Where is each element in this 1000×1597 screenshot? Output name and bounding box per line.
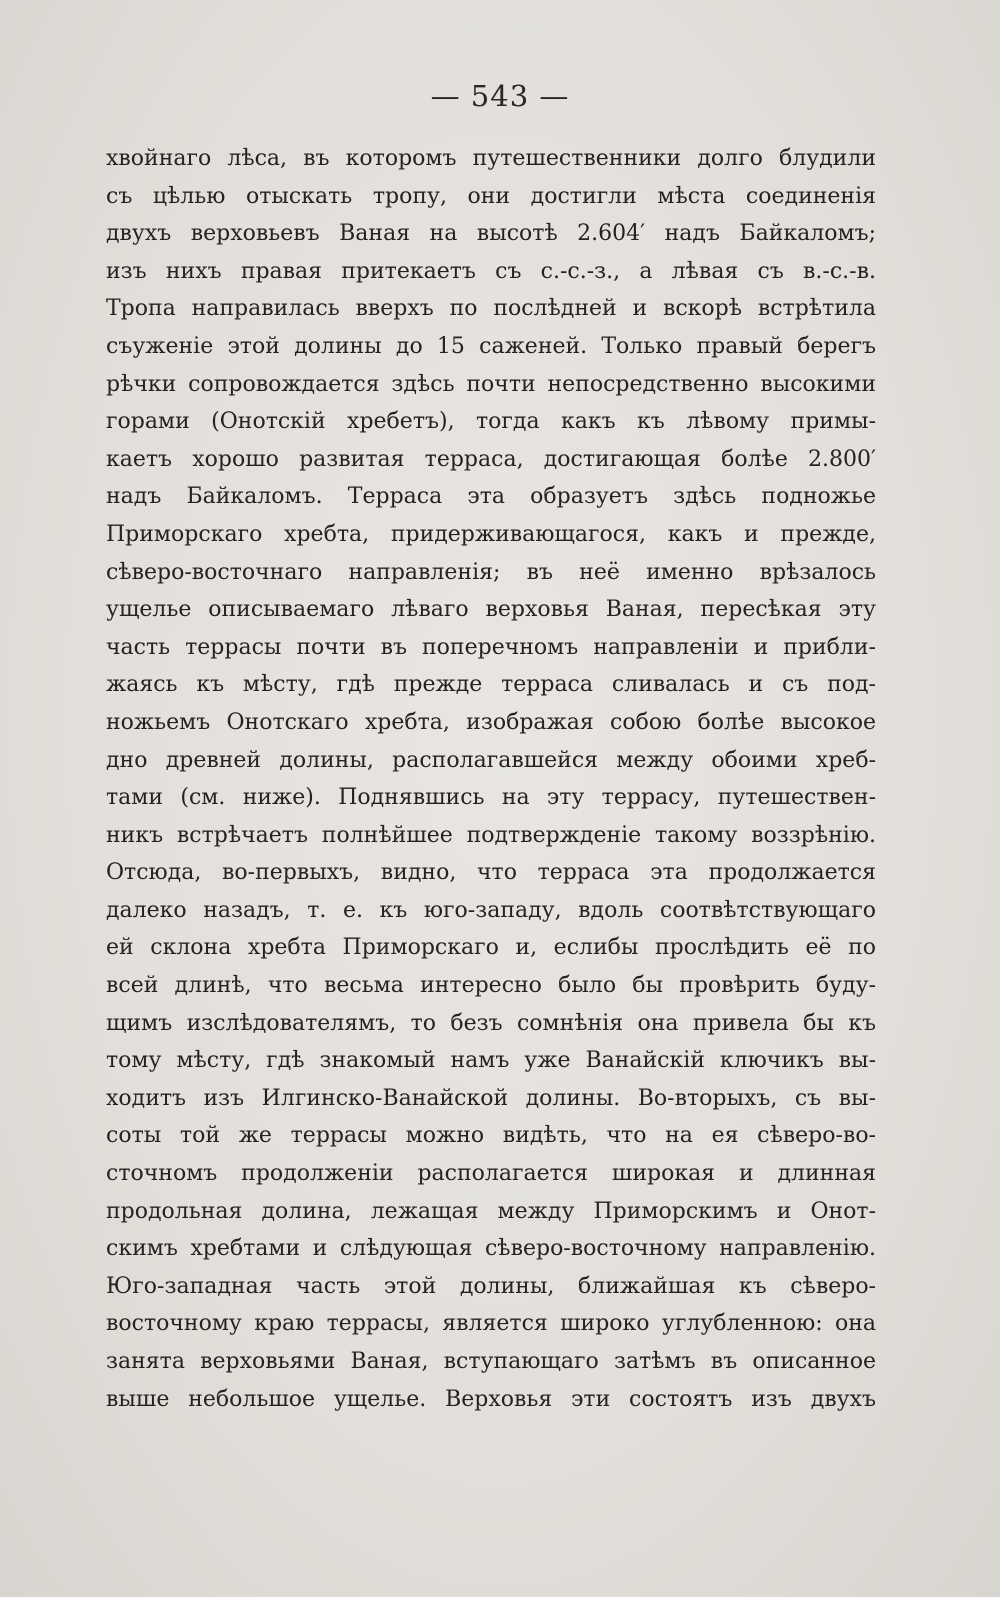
text-line: никъ встрѣчаетъ полнѣйшее подтвержденіе такому воззрѣнію. <box>106 822 876 848</box>
text-line: занята верховьями Ваная, вступающаго затѣмъ въ описанное <box>106 1349 876 1374</box>
text-line: всей длинѣ, что весьма интересно было бы провѣрить буду- <box>106 973 876 999</box>
text-line: ей склона хребта Приморскаго и, еслибы прослѣдить её по <box>106 935 876 961</box>
text-line: Юго-западная часть этой долины, ближайшая къ сѣверо- <box>106 1273 876 1299</box>
text-line: тому мѣсту, гдѣ знакомый намъ уже Ванайскій ключикъ вы- <box>106 1048 876 1074</box>
text-line: надъ Байкаломъ. Терраса эта образуетъ здѣсь подножье <box>106 484 876 510</box>
text-line: выше небольшое ущелье. Верховья эти состоятъ изъ двухъ <box>106 1386 876 1412</box>
text-line: Тропа направилась вверхъ по послѣдней и вскорѣ встрѣтила <box>106 296 876 322</box>
text-line: ущелье описываемаго лѣваго верховья Ваная, пересѣкая эту <box>106 597 876 623</box>
text-line: съуженіе этой долины до 15 саженей. Только правый берегъ <box>106 333 876 359</box>
text-line: восточному краю террасы, является широко углубленною: она <box>106 1311 876 1337</box>
text-line: соты той же террасы можно видѣть, что на ея сѣверо-во- <box>106 1123 876 1149</box>
text-line: сточномъ продолженіи располагается широкая и длинная <box>106 1161 876 1187</box>
text-line: продольная долина, лежащая между Приморскимъ и Онот- <box>106 1198 876 1224</box>
text-line: ножьемъ Онотскаго хребта, изображая собою болѣе высокое <box>106 709 876 735</box>
text-line: жаясь къ мѣсту, гдѣ прежде терраса сливалась и съ под- <box>106 672 876 698</box>
text-line: двухъ верховьевъ Ваная на высотѣ 2.604′ надъ Байкаломъ; <box>106 221 876 247</box>
text-line: щимъ изслѣдователямъ, то безъ сомнѣнія она привела бы къ <box>106 1010 876 1036</box>
text-line: далеко назадъ, т. е. къ юго-западу, вдоль соотвѣтствующаго <box>106 897 876 923</box>
body-text <box>106 140 876 1418</box>
text-line: изъ нихъ правая притекаетъ съ с.-с.-з., а лѣвая съ в.-с.-в. <box>106 258 876 284</box>
text-line: сѣверо-восточнаго направленія; въ неё именно врѣзалось <box>106 559 876 585</box>
text-line: горами (Онотскій хребетъ), тогда какъ къ лѣвому примы- <box>106 409 876 435</box>
text-line: скимъ хребтами и слѣдующая сѣверо-восточному направленію. <box>106 1236 876 1262</box>
text-line: тами (см. ниже). Поднявшись на эту террасу, путешествен- <box>106 785 876 811</box>
text-line: съ цѣлью отыскать тропу, они достигли мѣста соединенія <box>106 183 876 209</box>
text-line: Приморскаго хребта, придерживающагося, какъ и прежде, <box>106 521 876 547</box>
text-line: хвойнаго лѣса, въ которомъ путешественники долго блудили <box>106 146 876 171</box>
text-line: Отсюда, во-первыхъ, видно, что терраса эта продолжается <box>106 860 876 886</box>
text-line: каетъ хорошо развитая терраса, достигающая болѣе 2.800′ <box>106 446 876 472</box>
text-line: часть террасы почти въ поперечномъ направленіи и прибли- <box>106 634 876 660</box>
text-line: ходитъ изъ Илгинско-Ванайской долины. Во-вторыхъ, съ вы- <box>106 1085 876 1111</box>
page-number: — 543 — <box>430 79 570 113</box>
text-line: дно древней долины, располагавшейся между обоими хреб- <box>106 747 876 773</box>
text-line: рѣчки сопровождается здѣсь почти непосредственно высокими <box>106 371 876 397</box>
